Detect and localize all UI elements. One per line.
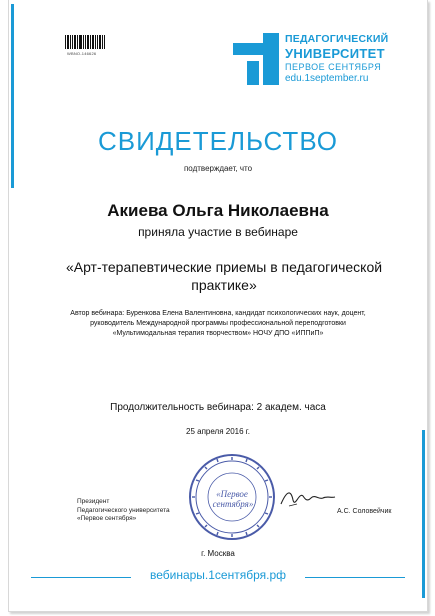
barcode-icon [65,35,105,49]
certificate-subtitle: подтверждает, что [183,164,253,173]
city-text: г. Москва [201,549,235,558]
recipient-name: Акиева Ольга Николаевна [107,201,329,220]
handwritten-signature-icon [279,486,337,510]
logo-line-2: УНИВЕРСИТЕТ [285,45,385,61]
footer-url[interactable]: вебинары.1сентября.рф [149,568,287,582]
left-accent-bar [11,4,14,188]
webinar-title: «Арт-терапевтические приемы в педагогической практике» [65,259,383,293]
logo-line-3: ПЕРВОЕ СЕНТЯБРЯ [285,61,382,72]
president-signature-block [77,498,170,524]
logo-line-1: ПЕДАГОГИЧЕСКИЙ [285,33,389,45]
certificate-title: СВИДЕТЕЛЬСТВО [97,126,339,156]
webinar-duration: Продолжительность вебинара: 2 академ. часа [110,402,326,413]
participation-text: приняла участие в вебинаре [138,225,298,239]
president-org-line-2: «Первое сентября» [77,515,137,522]
certificate-date: 25 апреля 2016 г. [186,427,250,436]
university-logo-icon [233,33,279,85]
president-org-line-1: Педагогического университета [77,506,170,514]
official-stamp-icon [187,452,277,542]
stamp-center-text-1: «Первое [216,489,248,499]
webinar-author: Автор вебинара: Буренкова Елена Валентиновна, кандидат психологических наук, доцент, руководитель Международной программы профессиональной переподготовки «Мультимодальная терапия творчеством» НОЧУ ДПО «ИППиП» [70,310,366,337]
president-title: Президент [77,498,110,505]
university-logo-text [285,34,388,84]
logo-line-4: edu.1september.ru [285,72,369,84]
stamp-center-text-2: сентября» [212,499,254,509]
signer-name: А.С. Соловейчик [337,508,392,515]
barcode-text: WBNO-146626 [67,51,97,56]
certificate-page [8,0,428,612]
